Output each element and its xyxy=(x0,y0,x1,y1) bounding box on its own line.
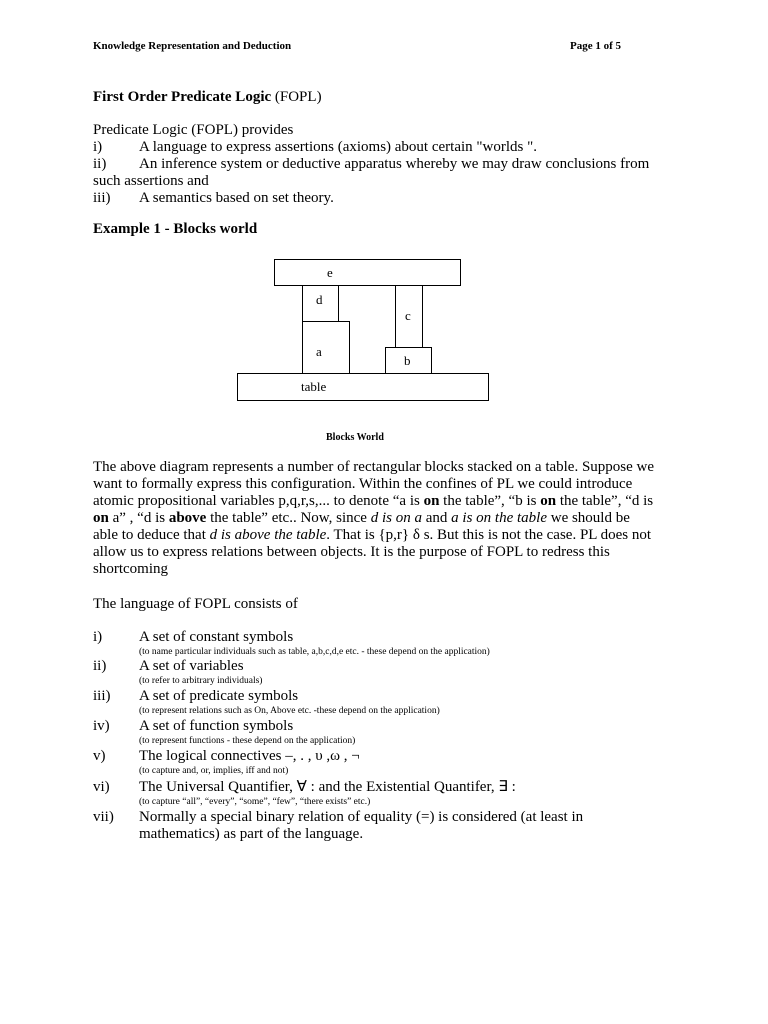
paragraph-line-6: allow us to express relations between objects. It is the purpose of FOPL to redress this xyxy=(93,544,610,560)
intro-item-1: A language to express assertions (axioms) about certain "worlds ". xyxy=(139,139,537,155)
intro-num-1: i) xyxy=(93,139,103,155)
p4-h: we should be xyxy=(546,510,630,526)
lang-note-4: (to represent functions - these depend on the application) xyxy=(139,736,356,746)
lang-num-5: v) xyxy=(93,748,106,764)
section-heading-bold: First Order Predicate Logic xyxy=(93,89,272,105)
lang-item-7-line-1: Normally a special binary relation of equality (=) is considered (at least in xyxy=(139,809,584,825)
block-b xyxy=(385,347,432,374)
p4-d: the table” etc.. Now, since xyxy=(206,510,371,526)
section-heading-rest: (FOPL) xyxy=(271,89,322,105)
lang-note-5: (to capture and, or, implies, iff and not) xyxy=(139,766,289,776)
p5-c: . That is {p,r} δ s. But this is not the case. PL does not xyxy=(326,527,652,543)
running-header-title: Knowledge Representation and Deduction xyxy=(93,40,292,52)
p4-f: and xyxy=(421,510,452,526)
example-heading: Example 1 - Blocks world xyxy=(93,221,258,237)
lang-note-6: (to capture “all”, “every”, “some”, “few”, “there exists” etc.) xyxy=(139,797,371,807)
lang-item-7-line-2: mathematics) as part of the language. xyxy=(139,826,364,842)
paragraph-line-7: shortcoming xyxy=(93,561,168,577)
p4-c: above xyxy=(168,510,207,526)
paragraph-line-1: The above diagram represents a number of rectangular blocks stacked on a table. Suppose we xyxy=(93,459,655,475)
lang-note-2: (to refer to arbitrary individuals) xyxy=(139,676,263,686)
intro-lead: Predicate Logic (FOPL) provides xyxy=(93,122,294,138)
lang-item-2: A set of variables xyxy=(139,658,244,674)
block-a-label: a xyxy=(316,344,322,359)
lang-note-3: (to represent relations such as On, Above etc. -these depend on the application) xyxy=(139,706,440,716)
block-c-label: c xyxy=(405,308,411,323)
p4-g: a is on the table xyxy=(451,510,547,526)
lang-item-5: The logical connectives –, . , υ ,ω , ¬ xyxy=(139,748,360,764)
page-number: Page 1 of 5 xyxy=(570,40,622,52)
lang-num-6: vi) xyxy=(93,779,110,795)
intro-num-2: ii) xyxy=(93,156,107,172)
paragraph-line-2: want to formally express this configuration. Within the confines of PL we could introduce xyxy=(93,476,633,492)
p4-e: d is on a xyxy=(370,510,422,526)
block-c xyxy=(395,285,423,348)
lang-num-7: vii) xyxy=(93,809,114,825)
paragraph-line-5 xyxy=(93,527,651,544)
block-e xyxy=(274,259,461,286)
block-e-label: e xyxy=(327,265,333,280)
intro-item-2-cont: such assertions and xyxy=(93,173,209,189)
section-heading xyxy=(93,89,322,106)
lang-num-3: iii) xyxy=(93,688,111,704)
block-d xyxy=(302,285,339,322)
block-b-label: b xyxy=(404,353,411,368)
block-table-label: table xyxy=(301,379,327,394)
p5-a: able to deduce that xyxy=(93,527,210,543)
lang-item-6: The Universal Quantifier, ∀ : and the Existential Quantifer, ∃ : xyxy=(139,779,516,795)
paragraph-line-4 xyxy=(93,510,630,527)
lang-item-4: A set of function symbols xyxy=(139,718,294,734)
p3-e: the table”, “d is xyxy=(556,493,654,509)
p4-b: a” , “d is xyxy=(108,510,169,526)
p4-a: on xyxy=(93,510,109,526)
block-table xyxy=(237,373,489,401)
diagram-caption: Blocks World xyxy=(326,432,384,443)
p3-b: on xyxy=(423,493,440,509)
lang-num-2: ii) xyxy=(93,658,107,674)
intro-item-2: An inference system or deductive apparatus whereby we may draw conclusions from xyxy=(139,156,650,172)
p3-c: the table”, “b is xyxy=(439,493,541,509)
intro-num-3: iii) xyxy=(93,190,111,206)
block-d-label: d xyxy=(316,292,323,307)
p3-a: atomic propositional variables p,q,r,s,... to denote “a is xyxy=(93,493,424,509)
lang-num-4: iv) xyxy=(93,718,110,734)
intro-item-3: A semantics based on set theory. xyxy=(139,190,334,206)
lang-item-1: A set of constant symbols xyxy=(139,629,294,645)
lang-num-1: i) xyxy=(93,629,103,645)
lang-note-1: (to name particular individuals such as table, a,b,c,d,e etc. - these depend on the application) xyxy=(139,647,490,657)
p3-d: on xyxy=(540,493,557,509)
language-lead: The language of FOPL consists of xyxy=(93,596,298,612)
p5-b: d is above the table xyxy=(209,527,327,543)
block-a xyxy=(302,321,350,374)
paragraph-line-3 xyxy=(93,493,653,510)
lang-item-3: A set of predicate symbols xyxy=(139,688,299,704)
